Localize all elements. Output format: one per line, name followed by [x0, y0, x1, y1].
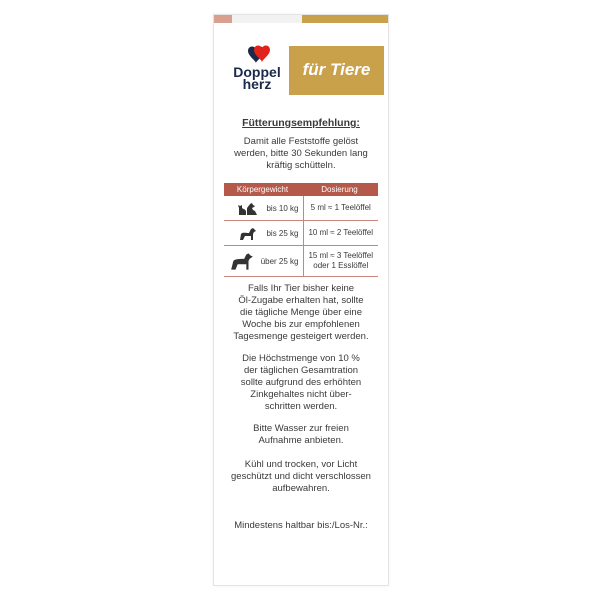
para-line: Zinkgehaltes nicht über-: [250, 389, 352, 400]
para-line: Tagesmenge gesteigert werden.: [233, 331, 369, 342]
tagline-text: für Tiere: [302, 60, 371, 79]
tagline-banner: [289, 46, 384, 95]
intro-paragraph: [224, 136, 378, 172]
expiry-lot-label: Mindestens haltbar bis:/Los-Nr.:: [234, 520, 368, 531]
table-row: [224, 246, 378, 277]
para-line: die tägliche Menge über eine: [239, 307, 362, 318]
para-line: Aufnahme anbieten.: [258, 435, 344, 446]
cat-dog-icon: [236, 200, 260, 216]
dose-value: 10 ml ≈ 2 Teelöffel: [308, 228, 374, 237]
weight-value: bis 10 kg: [266, 203, 299, 213]
para-line: Die Höchstmenge von 10 %: [242, 353, 360, 364]
header-weight: Körpergewicht: [236, 185, 289, 194]
intro-line: werden, bitte 30 Sekunden lang: [234, 148, 368, 159]
table-row: [224, 221, 378, 246]
paragraph-storage: [224, 459, 378, 495]
para-line: Woche bis zur empfohlenen: [242, 319, 360, 330]
para-line: geschützt und dicht verschlossen: [231, 471, 371, 482]
dog-large-icon: [229, 252, 255, 270]
logo-text-line2: herz: [242, 76, 272, 92]
intro-line: kräftig schütteln.: [266, 160, 336, 171]
paragraph-increase: [224, 283, 378, 343]
dosage-table: [224, 183, 378, 277]
top-strip: [214, 15, 388, 23]
para-line: Kühl und trocken, vor Licht: [244, 459, 358, 470]
para-line: Bitte Wasser zur freien: [253, 423, 349, 434]
intro-line: Damit alle Feststoffe gelöst: [243, 136, 359, 147]
paragraph-maximum: [224, 353, 378, 413]
dose-value: 5 ml ≈ 1 Teelöffel: [310, 203, 371, 212]
doppelherz-logo: [226, 45, 288, 105]
logo-text-line1: Doppel: [233, 64, 281, 80]
table-row: [224, 196, 378, 221]
para-line: schritten werden.: [264, 401, 338, 412]
dog-medium-icon: [236, 225, 260, 241]
weight-value: über 25 kg: [260, 256, 299, 266]
dose-value-alt: oder 1 Esslöffel: [313, 261, 369, 270]
para-line: aufbewahren.: [272, 483, 330, 494]
para-line: Falls Ihr Tier bisher keine: [247, 283, 355, 294]
product-label-panel: [213, 14, 389, 586]
dose-value: 15 ml ≈ 3 Teelöffel: [308, 251, 374, 260]
para-line: Öl-Zugabe erhalten hat, sollte: [238, 295, 364, 306]
para-line: der täglichen Gesamtration: [243, 365, 359, 376]
table-header: [224, 183, 378, 196]
feeding-heading: Fütterungsempfehlung:: [242, 117, 360, 129]
para-line: sollte aufgrund des erhöhten: [240, 377, 362, 388]
paragraph-water: [224, 423, 378, 447]
weight-value: bis 25 kg: [266, 228, 299, 238]
header-dose: Dosierung: [321, 185, 358, 194]
